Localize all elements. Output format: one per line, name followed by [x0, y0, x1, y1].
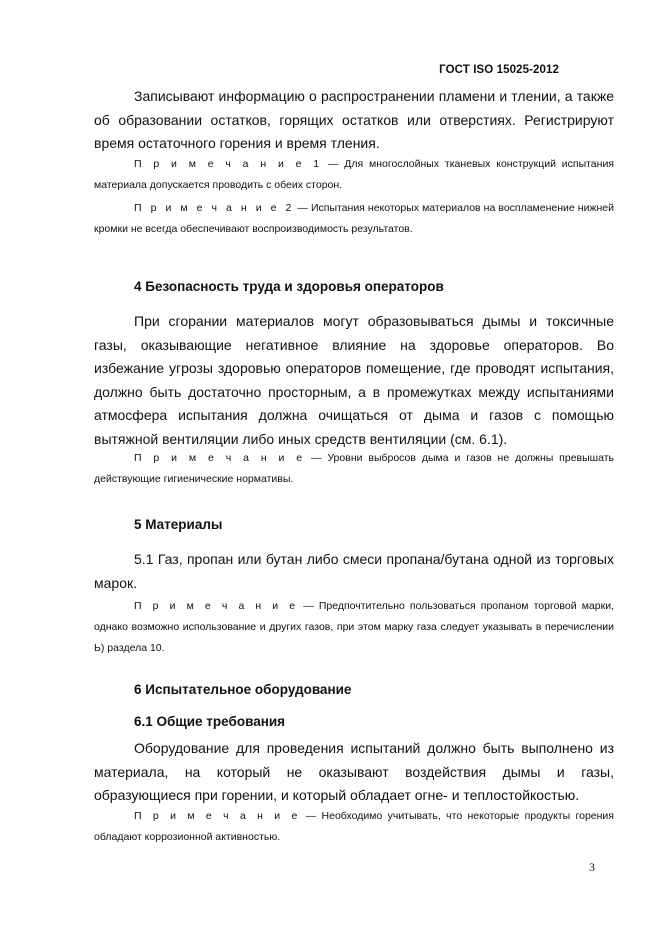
section-6-body	[94, 737, 614, 808]
section-5-note	[94, 596, 614, 659]
note-text: — Испытания некоторых материалов на воспламенение нижней кромки не всегда обеспечивают воспроизводимость результатов.	[94, 202, 614, 235]
section-6-heading-wrap	[94, 682, 614, 697]
intro-block	[94, 85, 614, 156]
section-5-paragraph: 5.1 Газ, пропан или бутан либо смеси пропана/бутана одной из торговых марок.	[94, 551, 614, 591]
note-label: П р и м е ч а н и е 2	[134, 202, 295, 214]
section-4-heading-wrap	[94, 279, 614, 294]
note-1	[94, 154, 614, 196]
section-4-body	[94, 310, 614, 451]
note-text: — Уровни выбросов дыма и газов не должны превышать действующие гигиенические нормативы.	[94, 452, 614, 485]
note-2	[94, 198, 614, 240]
section-4-heading: 4 Безопасность труда и здоровья операторов	[134, 279, 444, 294]
section-6-1-heading: 6.1 Общие требования	[134, 714, 286, 729]
section-4-paragraph: При сгорании материалов могут образовываться дымы и токсичные газы, оказывающие негативное влияние на здоровье операторов. Во избежание угрозы здоровью операторов помещение, где проводят испытания, должно быть достаточно просторным, а в промежутках между испытаниями атмосфера испытания должна очищаться от дыма и газов с помощью вытяжной вентиляции либо иных средств вентиляции (см. 6.1).	[94, 313, 614, 447]
note-text: — Предпочтительно пользоваться пропаном торговой марки, однако возможно использование и других газов, при этом марку газа следует указывать в перечислении Ь) раздела 10.	[94, 600, 614, 654]
section-5-heading-wrap	[94, 517, 614, 532]
section-5-heading: 5 Материалы	[134, 517, 223, 532]
standard-header: ГОСТ ISO 15025-2012	[439, 64, 559, 76]
note-label: П р и м е ч а н и е 1	[134, 158, 323, 170]
section-5-body	[94, 548, 614, 595]
section-6-heading: 6 Испытательное оборудование	[134, 682, 352, 697]
section-6-note	[94, 806, 614, 848]
note-label: П р и м е ч а н и е	[134, 452, 306, 464]
intro-paragraph: Записывают информацию о распространении пламени и тлении, а также об образовании остатков, горящих остатков или отверстиях. Регистрируют время остаточного горения и время тления.	[94, 88, 614, 151]
section-6-paragraph: Оборудование для проведения испытаний должно быть выполнено из материала, на который не оказывают воздействия дымы и газы, образующиеся при горении, и который обладает огне- и теплостойкостью.	[94, 740, 614, 803]
section-4-note	[94, 448, 614, 490]
page-number: 3	[589, 860, 595, 874]
section-6-1-heading-wrap	[94, 714, 614, 729]
note-label: П р и м е ч а н и е	[134, 600, 299, 612]
note-label: П р и м е ч а н и е	[134, 810, 301, 822]
note-text: — Необходимо учитывать, что некоторые продукты горения обладают коррозионной активностью.	[94, 810, 614, 843]
note-text: — Для многослойных тканевых конструкций испытания материала допускается проводить с обеих сторон.	[94, 158, 614, 191]
